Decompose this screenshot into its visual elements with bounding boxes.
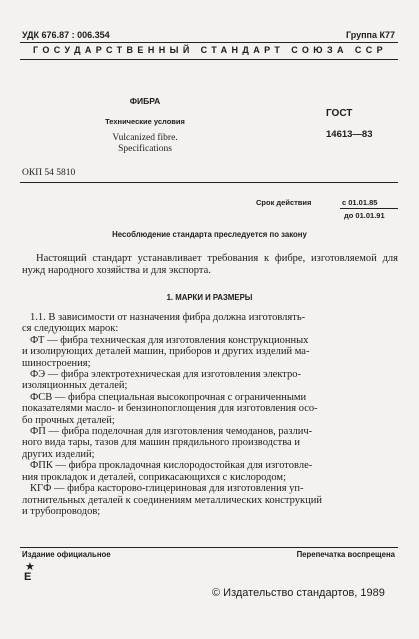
section-body [22,312,398,517]
text-line: шиностроения; [22,357,91,369]
text-line: других изделий; [22,448,95,460]
doc-subtitle-ru: Технические условия [105,117,185,126]
doc-name-ru: ФИБРА [129,96,161,106]
footer-rule [20,547,398,548]
text-line: 1.1. В зависимости от назначения фибра должна изготовлять- [30,312,306,323]
intro-paragraph: Настоящий стандарт устанавливает требования к фибре, изготовляемой для нужд народного хозяйства и для экспорта. [22,253,398,276]
compliance-notice: Несоблюдение стандарта преследуется по закону [112,230,307,239]
header-rule [20,59,398,60]
text-line: ного вида тары, тазов для машин прядильного производства и [22,437,300,449]
group-code: Группа К77 [345,30,395,40]
udk-code: УДК 676.87 : 006.354 [22,30,110,40]
text-line: бо прочных деталей; [22,414,115,426]
copyright: © Издательство стандартов, 1989 [212,587,385,599]
text-line: КГФ — фибра касторово-глицериновая для изготовления уп- [30,483,304,495]
text-line: и изолирующих деталей машин, приборов и других изделий ма- [22,346,310,358]
text-line: ФСВ — фибра специальная высокопрочная с ограниченными [30,391,307,403]
text-line: и трубопроводов; [22,505,101,517]
doc-name-en: Vulcanized fibre. [112,133,178,143]
standard-header: ГОСУДАРСТВЕННЫЙ СТАНДАРТ СОЮЗА ССР [32,45,388,55]
edition-label: Издание официальное [22,550,111,559]
text-line: лотнительных деталей к соединениям металлических конструкций [22,494,322,506]
text-line: ФПК — фибра прокладочная кислородостойкая для изготовле- [30,460,313,472]
text-line: показателями масло- и бензинопоглощения для изготовления осо- [22,403,318,415]
doc-subtitle-en: Specifications [118,144,172,154]
okp-code: ОКП 54 5810 [22,168,76,178]
gost-number: 14613—83 [326,129,373,140]
star-icon: ★ [25,561,35,573]
validity-rule [340,208,398,209]
text-line: изоляционных деталей; [22,380,128,392]
gost-label: ГОСТ [326,108,353,119]
validity-label: Срок действия [256,198,312,207]
text-line: ФТ — фибра техническая для изготовления конструкционных [30,334,309,346]
section-title: 1. МАРКИ И РАЗМЕРЫ [166,293,253,302]
validity-from: с 01.01.85 [342,198,378,207]
reprint-notice: Перепечатка воспрещена [296,550,395,559]
top-rule [20,42,398,43]
text-line: ся следующих марок: [22,323,119,335]
text-line: ФП — фибра поделочная для изготовления чемоданов, различ- [30,426,313,438]
text-line: ния прокладок и деталей, соприкасающихся с кислородом; [22,471,286,483]
text-line: ФЭ — фибра электротехническая для изготовления электро- [30,369,302,381]
validity-to: до 01.01.91 [344,211,385,220]
title-block-rule [20,182,398,183]
e-mark: Е [24,571,32,583]
